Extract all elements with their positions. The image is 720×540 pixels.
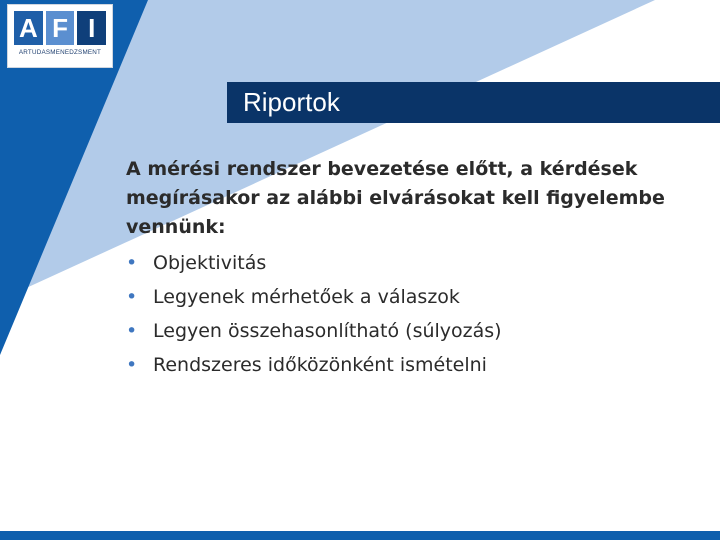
bullet-text: Legyenek mérhetőek a válaszok [153,286,460,308]
logo-caption: ARTUDASMENEDZSMENT [18,49,102,56]
bullet-text: Objektivitás [153,252,267,274]
bullet-item [126,246,666,280]
intro-text: A mérési rendszer bevezetése előtt, a kérdések megírásakor az alábbi elvárásokat kell figyelembe vennünk: [126,158,665,238]
bottom-accent-line [0,531,720,540]
bullet-icon: • [126,320,138,342]
logo-letter-a: A [14,11,43,45]
bullet-icon: • [126,252,138,274]
bullet-text: Legyen összehasonlítható (súlyozás) [153,320,502,342]
logo-letter-f: F [46,11,75,45]
bullet-item [126,348,666,382]
logo-letter-i: I [77,11,106,45]
company-logo [7,4,113,68]
slide-content [126,155,666,382]
title-bar [227,82,720,123]
slide-title: Riportok [243,87,340,117]
logo-letters [14,11,106,45]
bullet-item [126,280,666,314]
bullet-icon: • [126,286,138,308]
bullet-list [126,246,666,382]
bullet-text: Rendszeres időközönként ismételni [153,354,487,376]
bullet-item [126,314,666,348]
bullet-icon: • [126,354,138,376]
